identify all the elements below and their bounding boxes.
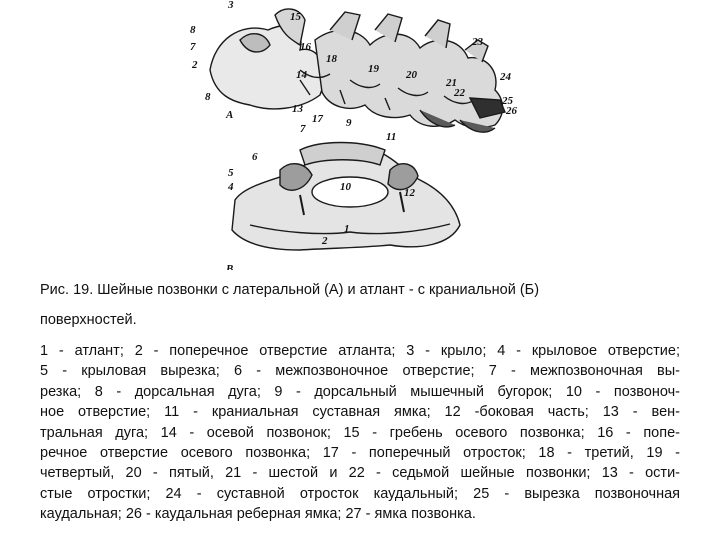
svg-text:B: B	[226, 263, 234, 270]
svg-text:12: 12	[404, 187, 415, 199]
figure-legend	[40, 341, 680, 525]
svg-text:6: 6	[252, 151, 258, 163]
svg-text:24: 24	[500, 71, 511, 83]
svg-text:A: A	[226, 109, 234, 121]
figure-caption	[40, 280, 680, 330]
svg-text:20: 20	[406, 69, 417, 81]
svg-text:7: 7	[300, 123, 306, 135]
legend-line: речное отверстие осевого позвонка; 17 - поперечный отросток; 18 - третий, 19 -	[40, 445, 680, 462]
legend-line: четвертый, 20 - пятый, 21 - шестой и 22 - седьмой шейные позвонки; 13 - ости-	[40, 465, 680, 482]
svg-text:23: 23	[472, 36, 483, 48]
caption-line-2: поверхностей.	[40, 312, 137, 328]
svg-text:1: 1	[344, 223, 350, 235]
svg-text:15: 15	[290, 11, 301, 23]
svg-text:8: 8	[205, 91, 211, 103]
svg-text:13: 13	[292, 103, 303, 115]
panel-a-drawing	[210, 9, 505, 132]
svg-text:9: 9	[346, 117, 352, 129]
svg-text:4: 4	[228, 181, 234, 193]
svg-text:2: 2	[192, 59, 198, 71]
svg-text:5: 5	[228, 167, 234, 179]
svg-text:11: 11	[386, 131, 397, 143]
svg-text:10: 10	[340, 181, 351, 193]
svg-text:3: 3	[228, 0, 234, 11]
svg-text:8: 8	[190, 24, 196, 36]
legend-line: тральная дуга; 14 - осевой позвонок; 15 - гребень осевого позвонка; 16 - попе-	[40, 424, 680, 441]
svg-text:26: 26	[506, 105, 517, 117]
svg-text:19: 19	[368, 63, 379, 75]
caption-line-1: Рис. 19. Шейные позвонки с латеральной (А) и атлант - с краниальной (Б)	[40, 282, 540, 298]
legend-line: ное отверстие; 11 - краниальная суставная ямка; 12 -боковая часть; 13 - вен-	[40, 404, 680, 421]
legend-line: резка; 8 - дорсальная дуга; 9 - дорсальный мышечный бугорок; 10 - позвоноч-	[40, 383, 680, 400]
svg-text:18: 18	[326, 53, 337, 65]
svg-text:21: 21	[446, 77, 457, 89]
svg-text:14: 14	[296, 69, 307, 81]
legend-line: стые отростки; 24 - суставной отросток каудальный; 25 - вырезка позвоночная	[40, 485, 680, 502]
svg-text:2: 2	[322, 235, 328, 247]
svg-text:17: 17	[312, 113, 323, 125]
legend-line: каудальная; 26 - каудальная реберная ямка; 27 - ямка позвонка.	[40, 506, 476, 523]
svg-text:25: 25	[502, 95, 513, 107]
svg-text:22: 22	[454, 87, 465, 99]
svg-text:7: 7	[190, 41, 196, 53]
legend-line: 1 - атлант; 2 - поперечное отверстие атланта; 3 - крыло; 4 - крыловое отверстие;	[40, 343, 680, 359]
legend-line: 5 - крыловая вырезка; 6 - межпозвоночное отверстие; 7 - межпозвоночная вы-	[40, 363, 680, 380]
svg-text:16: 16	[300, 41, 311, 53]
